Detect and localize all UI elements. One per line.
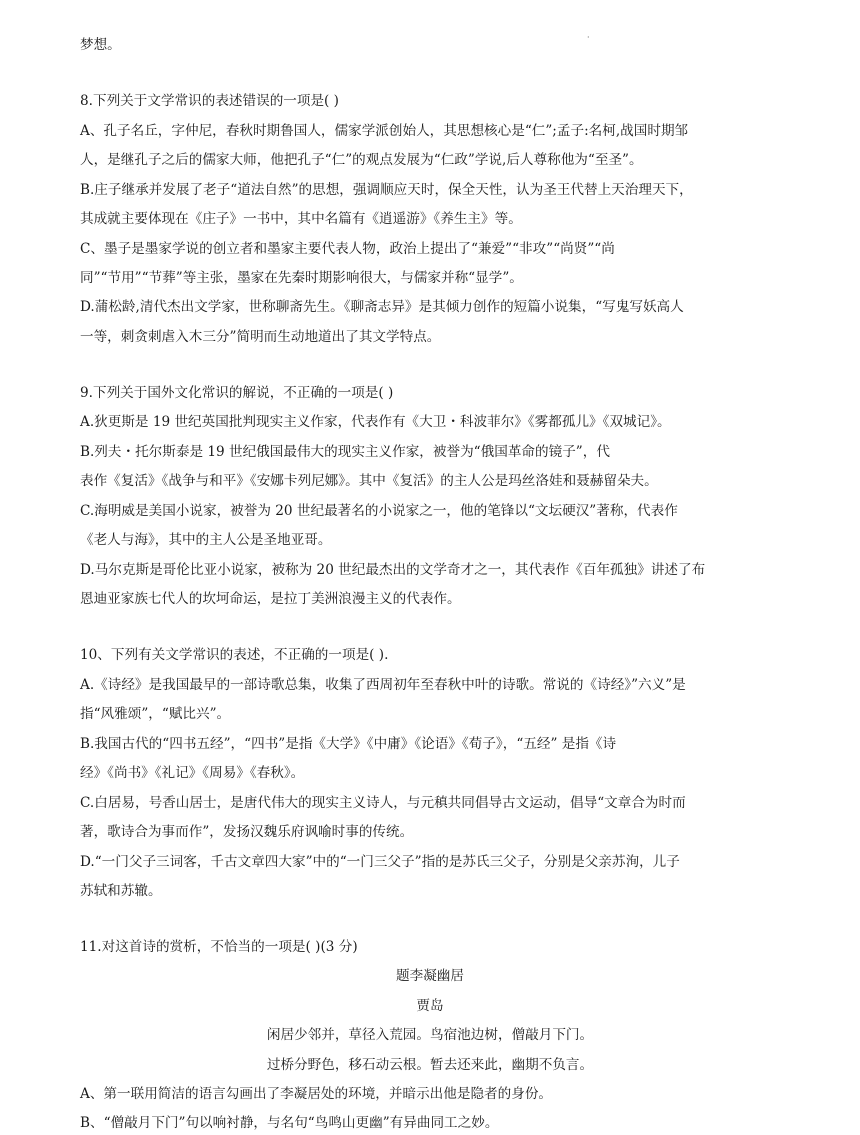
question-10-line: 经》《尚书》《礼记》《周易》《春秋》。	[80, 765, 305, 781]
question-11-stem: 11.对这首诗的赏析，不恰当的一项是( )(3 分)	[80, 939, 358, 955]
question-8-line: B.庄子继承并发展了老子“道法自然”的思想，强调顺应天时，保全天性，认为圣王代替上天治理天下，	[80, 182, 693, 198]
question-8-line: A、孔子名丘，字仲尼，春秋时期鲁国人，儒家学派创始人，其思想核心是“仁”;孟子:名柯,战国时期邹	[80, 123, 689, 139]
stray-dot: ·	[587, 33, 590, 42]
question-8-line: 其成就主要体现在《庄子》一书中，其中名篇有《逍遥游》《养生主》等。	[80, 211, 522, 227]
text-line: 梦想。	[80, 37, 121, 53]
question-10-stem: 10、下列有关文学常识的表述，不正确的一项是( ).	[80, 647, 389, 663]
question-8-line: 一等，刺贪刺虐入木三分”简明而生动地道出了其文学特点。	[80, 329, 441, 345]
poem-line: 过桥分野色，移石动云根。暂去还来此，幽期不负言。	[266, 1057, 594, 1073]
question-9-line: 表作《复活》《战争与和平》《安娜卡列尼娜》。其中《复活》的主人公是玛丝洛娃和聂赫留朵夫。	[80, 473, 658, 489]
question-10-line: A.《诗经》是我国最早的一部诗歌总集，收集了西周初年至春秋中叶的诗歌。常说的《诗经》”六义”是	[80, 677, 686, 693]
question-8-line: 同”“节用”“节葬”等主张，墨家在先秦时期影响很大，与儒家并称“显学”。	[80, 270, 523, 286]
question-9-line: B.列夫・托尔斯泰是 19 世纪俄国最伟大的现实主义作家，被誉为“俄国革命的镜子”，代	[80, 444, 610, 460]
question-9-line: D.马尔克斯是哥伦比亚小说家，被称为 20 世纪最杰出的文学奇才之一，其代表作《百年孤独》讲述了布	[80, 562, 706, 578]
question-10-line: 著，歌诗合为事而作”，发扬汉魏乐府讽喻时事的传统。	[80, 824, 414, 840]
question-9-line: A.狄更斯是 19 世纪英国批判现实主义作家，代表作有《大卫・科波菲尔》《雾都孤儿》《双城记》。	[80, 414, 671, 430]
question-8-line: D.蒲松龄,清代杰出文学家，世称聊斋先生。《聊斋志异》是其倾力创作的短篇小说集，“写鬼写妖高人	[80, 299, 684, 315]
question-8-line: 人，是继孔子之后的儒家大师，他把孔子“仁”的观点发展为“仁政”学说,后人尊称他为“至圣”。	[80, 152, 643, 168]
question-8-line: C、墨子是墨家学说的创立者和墨家主要代表人物，政治上提出了“兼爱”“非攻”“尚贤”“尚	[80, 241, 615, 257]
question-10-line: C.白居易，号香山居士，是唐代伟大的现实主义诗人，与元稹共同倡导古文运动，倡导“文章合为时而	[80, 795, 686, 811]
poem-title: 题李凝幽居	[396, 968, 464, 984]
poem-author: 贾岛	[416, 998, 444, 1014]
question-9-line: 恩迪亚家族七代人的坎坷命运，是拉丁美洲浪漫主义的代表作。	[80, 591, 461, 607]
question-10-line: D.“一门父子三词客，千古文章四大家”中的“一门三父子”指的是苏氏三父子，分别是父亲苏洵，儿子	[80, 854, 680, 870]
poem-line: 闲居少邻并，草径入荒园。鸟宿池边树，僧敲月下门。	[266, 1027, 594, 1043]
question-9-stem: 9.下列关于国外文化常识的解说，不正确的一项是( )	[80, 385, 394, 401]
question-10-line: B.我国古代的“四书五经”，“四书”是指《大学》《中庸》《论语》《荀子》，“五经” 是指《诗	[80, 736, 617, 752]
question-9-line: 《老人与海》，其中的主人公是圣地亚哥。	[80, 532, 332, 548]
question-9-line: C.海明威是美国小说家，被誉为 20 世纪最著名的小说家之一，他的笔锋以“文坛硬汉”著称，代表作	[80, 503, 678, 519]
question-10-line: 苏轼和苏辙。	[80, 883, 162, 899]
question-11-line: A、第一联用简洁的语言勾画出了李凝居处的环境，并暗示出他是隐者的身份。	[80, 1086, 553, 1102]
question-11-line: B、“僧敲月下门”句以响衬静，与名句“鸟鸣山更幽”有异曲同工之妙。	[80, 1115, 499, 1131]
question-8-stem: 8.下列关于文学常识的表述错误的一项是( )	[80, 93, 339, 109]
question-10-line: 指“风雅颂”，“赋比兴”。	[80, 706, 231, 722]
